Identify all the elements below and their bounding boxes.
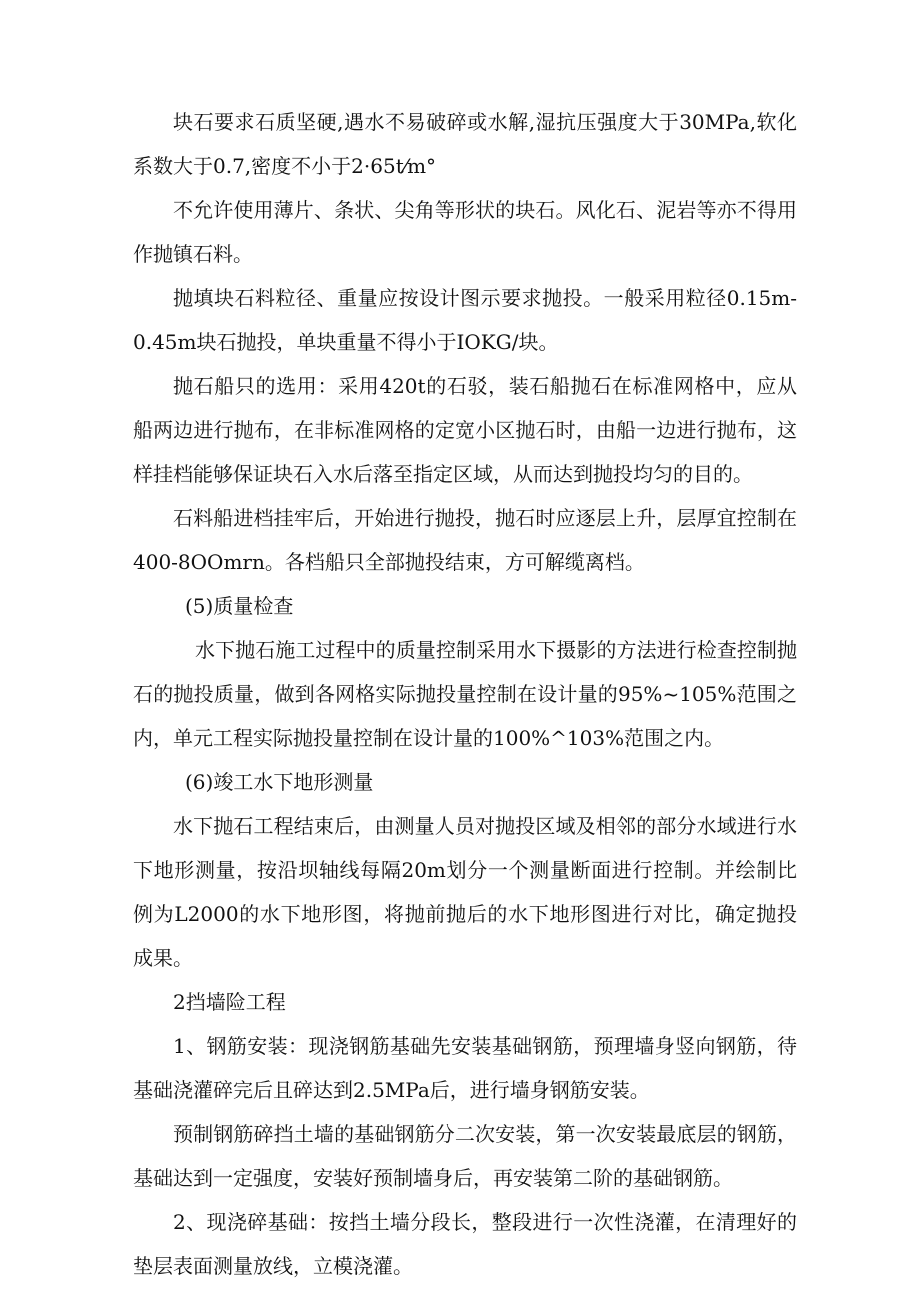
paragraph-forbidden-stones: 不允许使用薄片、条状、尖角等形状的块石。风化石、泥岩等亦不得用作抛镇石料。 [133,198,797,266]
paragraph-rebar-installation: 1、钢筋安装：现浇钢筋基础先安装基础钢筋，预理墙身竖向钢筋，待基础浇灌碎完后且碎达到2.5MPa后，进行墙身钢筋安装。 [133,1034,797,1102]
paragraph-cast-in-place-foundation: 2、现浇碎基础：按挡土墙分段长，整段进行一次性浇灌，在清理好的垫层表面测量放线，立模浇灌。 [133,1210,797,1278]
document-body [133,100,797,1288]
paragraph-quality-control: 水下抛石施工过程中的质量控制采用水下摄影的方法进行检查控制抛石的抛投质量，做到各网格实际抛投量控制在设计量的95%~105%范围之内，单元工程实际抛投量控制在设计量的100%^103%范围之内。 [133,638,797,750]
heading-quality-inspection: (5)质量检查 [185,594,294,618]
paragraph-stone-size: 抛填块石料粒径、重量应按设计图示要求抛投。一般采用粒径0.15m-0.45m块石抛投，单块重量不得小于IOKG/块。 [133,286,797,354]
paragraph-stone-requirements: 块石要求石质坚硬,遇水不易破碎或水解,湿抗压强度大于30MPa,软化系数大于0.7,密度不小于2·65t⁄m° [133,110,797,178]
heading-underwater-survey: (6)竣工水下地形测量 [185,770,374,794]
paragraph-precast-rebar: 预制钢筋碎挡土墙的基础钢筋分二次安装，第一次安装最底层的钢筋，基础达到一定强度，安装好预制墙身后，再安装第二阶的基础钢筋。 [133,1122,797,1190]
paragraph-vessel-selection: 抛石船只的选用：采用420t的石驳，装石船抛石在标准网格中，应从船两边进行抛布，在非标准网格的定宽小区抛石时，由船一边进行抛布，这样挂档能够保证块石入水后落至指定区域，从而达到抛投均匀的目的。 [133,374,797,486]
paragraph-dumping-process: 石料船进档挂牢后，开始进行抛投，抛石时应逐层上升，层厚宜控制在400-8OOmrn。各档船只全部抛投结束，方可解缆离档。 [133,506,797,574]
section-title-retaining-wall: 2挡墙险工程 [173,990,286,1014]
paragraph-survey-method: 水下抛石工程结束后，由测量人员对抛投区域及相邻的部分水域进行水下地形测量，按沿坝轴线每隔20m划分一个测量断面进行控制。并绘制比例为L2000的水下地形图，将抛前抛后的水下地形图进行对比，确定抛投成果。 [133,814,797,970]
